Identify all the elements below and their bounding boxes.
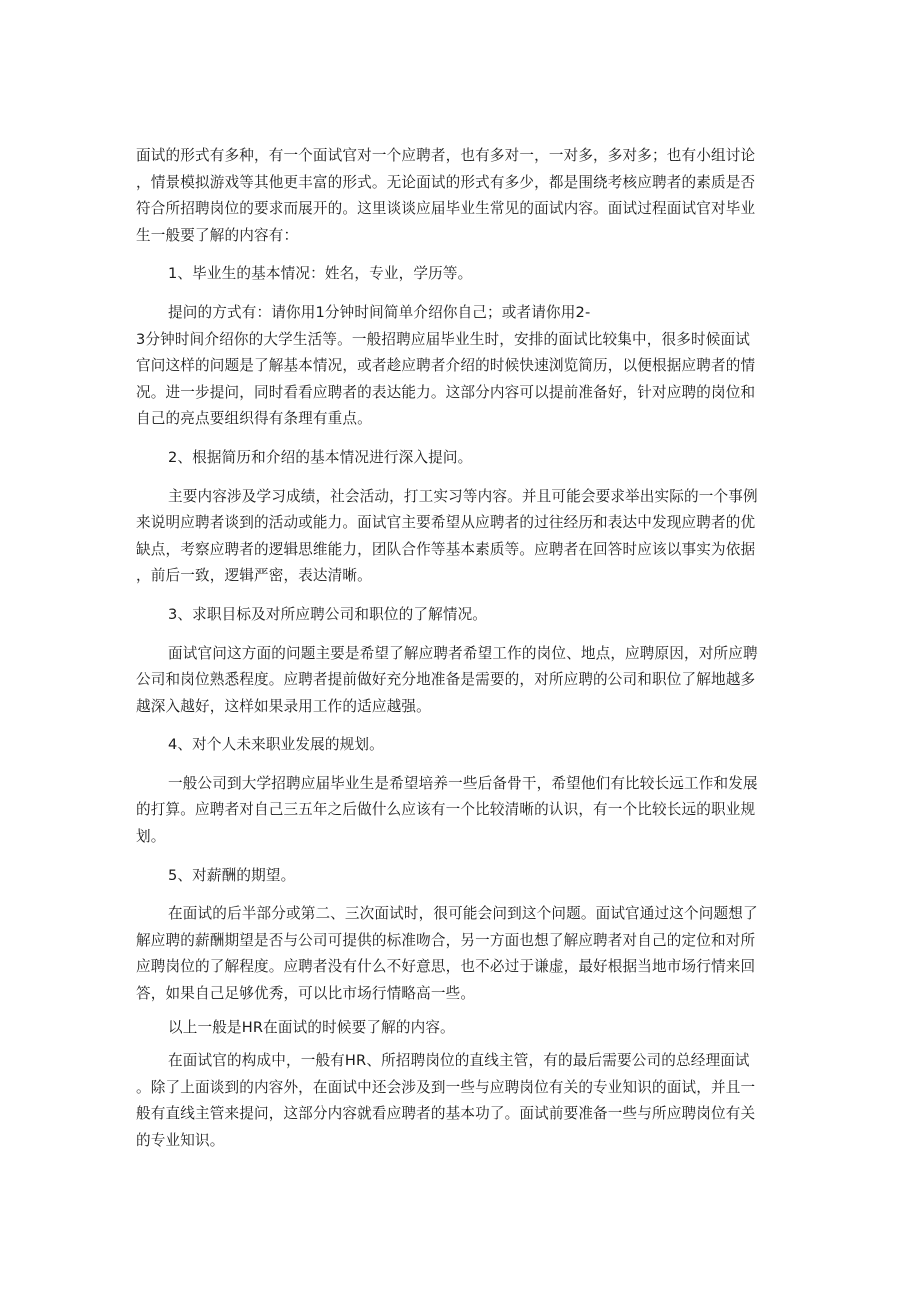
text-line: 的打算。应聘者对自己三五年之后做什么应该有一个比较清晰的认识，有一个比较长远的职业规 (136, 801, 756, 819)
text-line: 答，如果自己足够优秀，可以比市场行情略高一些。 (136, 985, 476, 1003)
text-line: 公司和岗位熟悉程度。应聘者提前做好充分地准备是需要的，对所应聘的公司和职位了解地越多 (136, 671, 756, 689)
text-line: 缺点，考察应聘者的逻辑思维能力，团队合作等基本素质等。应聘者在回答时应该以事实为依据 (136, 540, 756, 558)
section-3-paragraph (136, 641, 790, 721)
text-line: 生一般要了解的内容有： (136, 226, 299, 244)
text-line: 一般公司到大学招聘应届毕业生是希望培养一些后备骨干，希望他们有比较长远工作和发展 (168, 774, 758, 792)
section-2-heading: 2、根据简历和介绍的基本情况进行深入提问。 (168, 448, 473, 466)
section-4-heading: 4、对个人未来职业发展的规划。 (168, 736, 384, 754)
text-line: 面试官问这方面的问题主要是希望了解应聘者希望工作的岗位、地点，应聘原因，对所应聘 (168, 644, 758, 662)
text-line: 况。进一步提问，同时看看应聘者的表达能力。这部分内容可以提前准备好，针对应聘的岗位和 (136, 383, 756, 401)
section-2-paragraph (136, 484, 790, 590)
section-1-heading: 1、毕业生的基本情况：姓名，专业，学历等。 (168, 265, 473, 283)
text-line: 主要内容涉及学习成绩，社会活动，打工实习等内容。并且可能会要求举出实际的一个事例 (168, 487, 758, 505)
section-4-paragraph (136, 771, 790, 851)
intro-paragraph (136, 143, 790, 249)
text-line: 越深入越好，这样如果录用工作的适应越强。 (136, 697, 431, 715)
text-line: ，前后一致，逻辑严密，表达清晰。 (136, 567, 372, 585)
text-line: 符合所招聘岗位的要求而展开的。这里谈谈应届毕业生常见的面试内容。面试过程面试官对毕业 (136, 200, 756, 218)
text-line: 面试的形式有多种，有一个面试官对一个应聘者，也有多对一，一对多，多对多；也有小组讨论 (136, 147, 756, 164)
text-line: ，情景模拟游戏等其他更丰富的形式。无论面试的形式有多少，都是围绕考核应聘者的素质是否 (136, 173, 756, 191)
section-5-paragraph (136, 901, 790, 1007)
text-line: 应聘岗位的了解程度。应聘者没有什么不好意思，也不必过于谦虚，最好根据当地市场行情来回 (136, 958, 756, 976)
text-line: 自己的亮点要组织得有条理有重点。 (136, 410, 372, 428)
text-line: 在面试的后半部分或第二、三次面试时，很可能会问到这个问题。面试官通过这个问题想了 (168, 905, 758, 923)
text-line: 官问这样的问题是了解基本情况，或者趁应聘者介绍的时候快速浏览简历，以便根据应聘者的情 (136, 357, 756, 375)
text-line: 。除了上面谈到的内容外，在面试中还会涉及到一些与应聘岗位有关的专业知识的面试，并且一 (136, 1078, 756, 1096)
section-1-paragraph (136, 300, 790, 433)
document-body (136, 143, 790, 1155)
section-3-heading: 3、求职目标及对所应聘公司和职位的了解情况。 (168, 605, 488, 623)
text-line: 提问的方式有：请你用1分钟时间简单介绍你自己；或者请你用2- (168, 303, 591, 321)
text-line: 般有直线主管来提问，这部分内容就看应聘者的基本功了。面试前要准备一些与所应聘岗位有关 (136, 1105, 756, 1123)
text-line: 来说明应聘者谈到的活动或能力。面试官主要希望从应聘者的过往经历和表达中发现应聘者的优 (136, 514, 756, 532)
text-line: 划。 (136, 828, 166, 846)
closing-paragraph (136, 1048, 790, 1154)
section-5-heading: 5、对薪酬的期望。 (168, 866, 296, 884)
text-line: 在面试官的构成中，一般有HR、所招聘岗位的直线主管，有的最后需要公司的总经理面试 (168, 1052, 750, 1070)
text-line: 3分钟时间介绍你的大学生活等。一般招聘应届毕业生时，安排的面试比较集中，很多时候面试 (136, 330, 750, 348)
text-line: 的专业知识。 (136, 1132, 225, 1149)
closing-summary: 以上一般是HR在面试的时候要了解的内容。 (168, 1018, 455, 1036)
text-line: 解应聘的薪酬期望是否与公司可提供的标准吻合，另一方面也想了解应聘者对自己的定位和对所 (136, 931, 756, 949)
